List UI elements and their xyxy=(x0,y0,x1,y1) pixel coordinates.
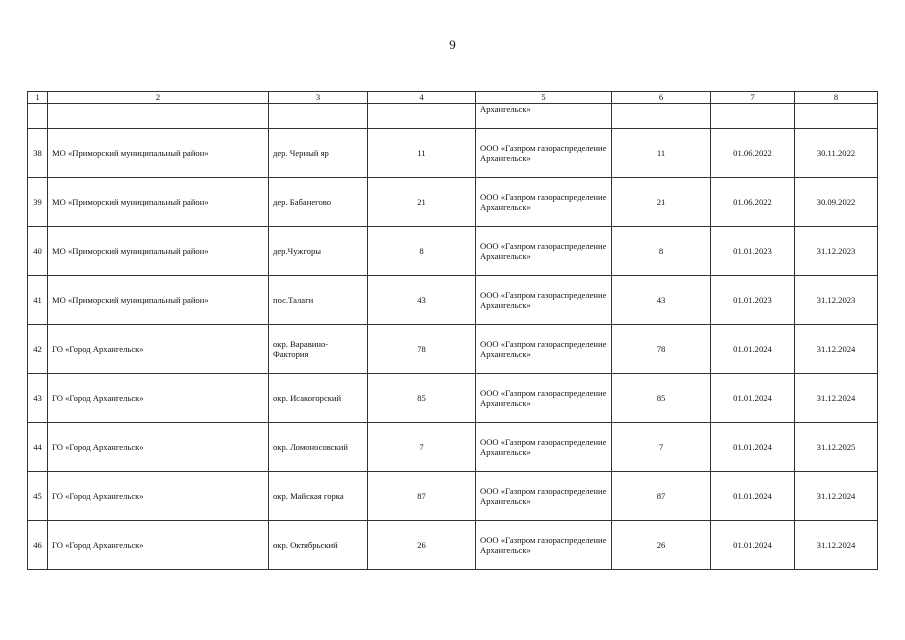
start-date-cell: 01.06.2022 xyxy=(711,129,795,178)
count-cell: 7 xyxy=(368,423,476,472)
count-cell-2: 87 xyxy=(612,472,711,521)
table-row xyxy=(28,472,878,521)
row-number-cell: 42 xyxy=(28,325,48,374)
count-cell-2: 85 xyxy=(612,374,711,423)
start-date-cell: 01.01.2024 xyxy=(711,423,795,472)
header-cell: 6 xyxy=(612,92,711,104)
end-date-cell: 30.11.2022 xyxy=(795,129,878,178)
cont-cell xyxy=(28,104,48,129)
count-cell-2: 21 xyxy=(612,178,711,227)
organization-cell: ООО «Газпром газораспределение Архангельск» xyxy=(476,521,612,570)
header-cell: 1 xyxy=(28,92,48,104)
settlement-cell: дер. Черный яр xyxy=(269,129,368,178)
count-cell: 11 xyxy=(368,129,476,178)
count-cell: 87 xyxy=(368,472,476,521)
count-cell: 43 xyxy=(368,276,476,325)
municipality-cell: ГО «Город Архангельск» xyxy=(48,374,269,423)
row-number-cell: 40 xyxy=(28,227,48,276)
end-date-cell: 31.12.2023 xyxy=(795,227,878,276)
count-cell-2: 78 xyxy=(612,325,711,374)
municipality-cell: ГО «Город Архангельск» xyxy=(48,521,269,570)
count-cell-2: 43 xyxy=(612,276,711,325)
municipality-cell: МО «Приморский муниципальный район» xyxy=(48,276,269,325)
municipality-cell: МО «Приморский муниципальный район» xyxy=(48,227,269,276)
count-cell: 78 xyxy=(368,325,476,374)
header-cell: 5 xyxy=(476,92,612,104)
header-cell: 4 xyxy=(368,92,476,104)
count-cell-2: 8 xyxy=(612,227,711,276)
settlement-cell: окр. Майская горка xyxy=(269,472,368,521)
count-cell-2: 7 xyxy=(612,423,711,472)
settlement-cell: пос.Талаги xyxy=(269,276,368,325)
table-row xyxy=(28,374,878,423)
organization-cell: ООО «Газпром газораспределение Архангельск» xyxy=(476,423,612,472)
row-number-cell: 45 xyxy=(28,472,48,521)
organization-cell: ООО «Газпром газораспределение Архангельск» xyxy=(476,276,612,325)
table-row xyxy=(28,129,878,178)
count-cell: 26 xyxy=(368,521,476,570)
organization-cell: ООО «Газпром газораспределение Архангельск» xyxy=(476,227,612,276)
cont-cell xyxy=(48,104,269,129)
table-row xyxy=(28,276,878,325)
count-cell: 21 xyxy=(368,178,476,227)
end-date-cell: 31.12.2024 xyxy=(795,521,878,570)
organization-cell: ООО «Газпром газораспределение Архангельск» xyxy=(476,472,612,521)
organization-cell: ООО «Газпром газораспределение Архангельск» xyxy=(476,129,612,178)
count-cell: 85 xyxy=(368,374,476,423)
count-cell: 8 xyxy=(368,227,476,276)
header-cell: 3 xyxy=(269,92,368,104)
end-date-cell: 30.09.2022 xyxy=(795,178,878,227)
start-date-cell: 01.01.2023 xyxy=(711,227,795,276)
cont-cell xyxy=(368,104,476,129)
table-row xyxy=(28,423,878,472)
table-row xyxy=(28,227,878,276)
municipality-cell: МО «Приморский муниципальный район» xyxy=(48,129,269,178)
organization-cell: ООО «Газпром газораспределение Архангельск» xyxy=(476,374,612,423)
table-row xyxy=(28,521,878,570)
header-cell: 2 xyxy=(48,92,269,104)
column-number-row xyxy=(28,92,878,104)
municipality-cell: ГО «Город Архангельск» xyxy=(48,325,269,374)
start-date-cell: 01.01.2023 xyxy=(711,276,795,325)
end-date-cell: 31.12.2024 xyxy=(795,325,878,374)
start-date-cell: 01.06.2022 xyxy=(711,178,795,227)
municipality-cell: ГО «Город Архангельск» xyxy=(48,423,269,472)
end-date-cell: 31.12.2025 xyxy=(795,423,878,472)
table-row xyxy=(28,178,878,227)
row-number-cell: 46 xyxy=(28,521,48,570)
header-cell: 7 xyxy=(711,92,795,104)
cont-cell xyxy=(711,104,795,129)
page-number: 9 xyxy=(449,37,456,52)
settlement-cell: дер. Бабанегово xyxy=(269,178,368,227)
row-number-cell: 43 xyxy=(28,374,48,423)
count-cell-2: 26 xyxy=(612,521,711,570)
end-date-cell: 31.12.2024 xyxy=(795,374,878,423)
gasification-table xyxy=(27,91,878,570)
municipality-cell: МО «Приморский муниципальный район» xyxy=(48,178,269,227)
start-date-cell: 01.01.2024 xyxy=(711,521,795,570)
cont-cell xyxy=(612,104,711,129)
cont-cell xyxy=(795,104,878,129)
header-cell: 8 xyxy=(795,92,878,104)
start-date-cell: 01.01.2024 xyxy=(711,472,795,521)
settlement-cell: окр. Ломоносовский xyxy=(269,423,368,472)
settlement-cell: окр. Варавино-Фактория xyxy=(269,325,368,374)
continuation-row xyxy=(28,104,878,129)
row-number-cell: 44 xyxy=(28,423,48,472)
count-cell-2: 11 xyxy=(612,129,711,178)
municipality-cell: ГО «Город Архангельск» xyxy=(48,472,269,521)
organization-cell: ООО «Газпром газораспределение Архангельск» xyxy=(476,178,612,227)
row-number-cell: 41 xyxy=(28,276,48,325)
start-date-cell: 01.01.2024 xyxy=(711,374,795,423)
row-number-cell: 38 xyxy=(28,129,48,178)
settlement-cell: окр. Исакогорский xyxy=(269,374,368,423)
settlement-cell: дер.Чужгоры xyxy=(269,227,368,276)
end-date-cell: 31.12.2023 xyxy=(795,276,878,325)
organization-cell: ООО «Газпром газораспределение Архангельск» xyxy=(476,325,612,374)
table-row xyxy=(28,325,878,374)
start-date-cell: 01.01.2024 xyxy=(711,325,795,374)
settlement-cell: окр. Октябрьский xyxy=(269,521,368,570)
row-number-cell: 39 xyxy=(28,178,48,227)
cont-cell xyxy=(269,104,368,129)
end-date-cell: 31.12.2024 xyxy=(795,472,878,521)
cont-cell: Архангельск» xyxy=(476,104,612,129)
